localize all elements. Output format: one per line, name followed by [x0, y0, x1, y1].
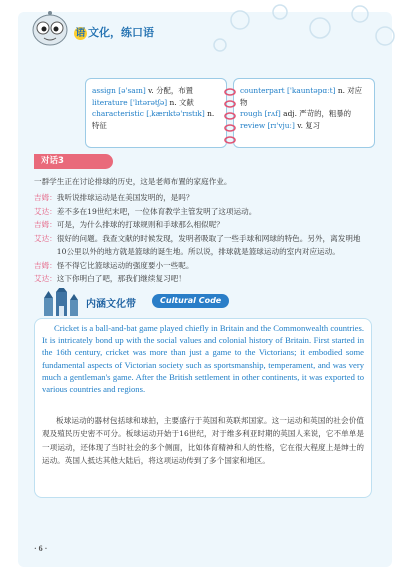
dialogue-lines	[34, 191, 364, 286]
vocab-entry	[92, 97, 221, 109]
binder-rings-icon	[223, 86, 237, 144]
vocab-definition: v. 分配，布置	[148, 86, 194, 95]
robot-mascot-icon	[30, 10, 70, 48]
cultural-code-chinese: 板球运动的器材包括球和球拍，主要盛行于英国和英联邦国家。这一运动和英国的社会价值观及殖民历史密不可分。板球运动开始于16世纪，对于维多利亚时期的英国人来说，它不单单是一项运动，还体现了当时社会的多个侧面，比如体育精神和人的性格，它在很大程度上是绅士的运动。英国人抵达其他大陆后，将这项运动传到了多个国家和地区。	[42, 416, 364, 465]
dialogue-intro: 一群学生正在讨论排球的历史，这是老师布置的家庭作业。	[34, 177, 232, 186]
cultural-code-title-en: Cultural Code	[152, 294, 229, 308]
header-title	[74, 24, 154, 40]
dialogue-title: 对话3	[34, 154, 113, 169]
speaker-label: 艾达：	[34, 206, 57, 216]
dialogue-text: 我听说排球运动是在美国发明的，是吗？	[56, 193, 194, 202]
dialogue-line	[34, 259, 364, 273]
dialogue-text: 怪不得它比篮球运动的强度要小一些呢。	[56, 260, 194, 270]
vocab-word: rough	[240, 109, 263, 118]
vocab-word: characteristic	[92, 109, 144, 118]
dialogue-line	[34, 205, 364, 219]
vocab-word: literature	[92, 97, 128, 107]
vocab-phonetic: [rɪ'vjuː]	[267, 120, 295, 130]
header-badge: 语	[75, 28, 86, 39]
speaker-label: 艾达：	[34, 233, 57, 243]
dialogue-line	[34, 218, 364, 232]
vocab-entry	[92, 85, 221, 97]
speaker-label: 吉姆：	[34, 220, 57, 229]
vocab-phonetic: ['kauntəpɑːt]	[287, 86, 336, 95]
dialogue-text: 这下你明白了吧，那我们继续复习吧！	[56, 274, 186, 283]
vocab-entry	[240, 85, 369, 108]
vocab-phonetic: [ˌkærɪktə'rɪstɪk]	[146, 109, 205, 118]
vocab-phonetic: [ə'saɪn]	[118, 86, 146, 95]
vocab-definition: v. 复习	[297, 120, 321, 130]
vocab-definition: n. 对应物	[240, 86, 363, 107]
dialogue-text: 可是，为什么排球的打球规则和手球那么相似呢？	[56, 220, 224, 229]
vocab-entry	[92, 108, 221, 131]
vocab-phonetic: ['lɪtərətʃə]	[130, 97, 168, 107]
page-header	[0, 0, 400, 60]
vocabulary-right-column	[233, 78, 375, 148]
vocab-word: assign	[92, 86, 116, 95]
vocab-definition: n. 特征	[92, 109, 215, 130]
dialogue-line	[34, 191, 364, 205]
vocab-phonetic: [rʌf]	[264, 109, 281, 118]
speaker-label: 艾达：	[34, 274, 57, 283]
vocab-definition: n. 文献	[169, 97, 194, 107]
cultural-code-title-cn: 内涵文化带	[86, 299, 136, 310]
dialogue-text: 很好的问题。我查文献的时候发现，发明者吸取了一些手球和网球的特色。另外，离发明地10公里以外的地方就是篮球的诞生地。所以说，排球就是篮球运动的室内对应运动。	[56, 233, 361, 256]
vocab-entry	[240, 120, 369, 132]
dialogue-text: 差不多在19世纪末吧，一位体育教学主管发明了这项运动。	[56, 206, 257, 216]
page-number: · 6 ·	[34, 544, 48, 553]
sports-balls-decoration	[200, 0, 400, 60]
speaker-label: 吉姆：	[34, 260, 57, 270]
vocab-word: counterpart	[240, 86, 285, 95]
vocab-word: review	[240, 120, 266, 130]
dialogue-line	[34, 232, 364, 259]
cultural-code-english: Cricket is a ball-and-bat game played chiefly in Britain and the Commonwealth countries. It is intricately bond up with the social values and colonial history of Britain. First started in the 16th century, cricket was more than just a game to the Victorians; it embodied some fundamental aspects of Victorian society such as sportsmanship, temperament, and was very much a gentleman's game. After the British settlement in other continents, it was exported to various countries and regions.	[42, 323, 364, 395]
speaker-label: 吉姆：	[34, 193, 57, 202]
castle-icon	[40, 288, 82, 318]
header-title-text: 文化，练口语	[88, 26, 154, 39]
vocabulary-left-column	[85, 78, 227, 148]
dialogue-line	[34, 272, 364, 286]
vocab-definition: adj. 严苛的，粗暴的	[283, 109, 352, 118]
cultural-code-header	[40, 288, 250, 314]
vocabulary-box	[85, 78, 375, 148]
vocab-entry	[240, 108, 369, 120]
